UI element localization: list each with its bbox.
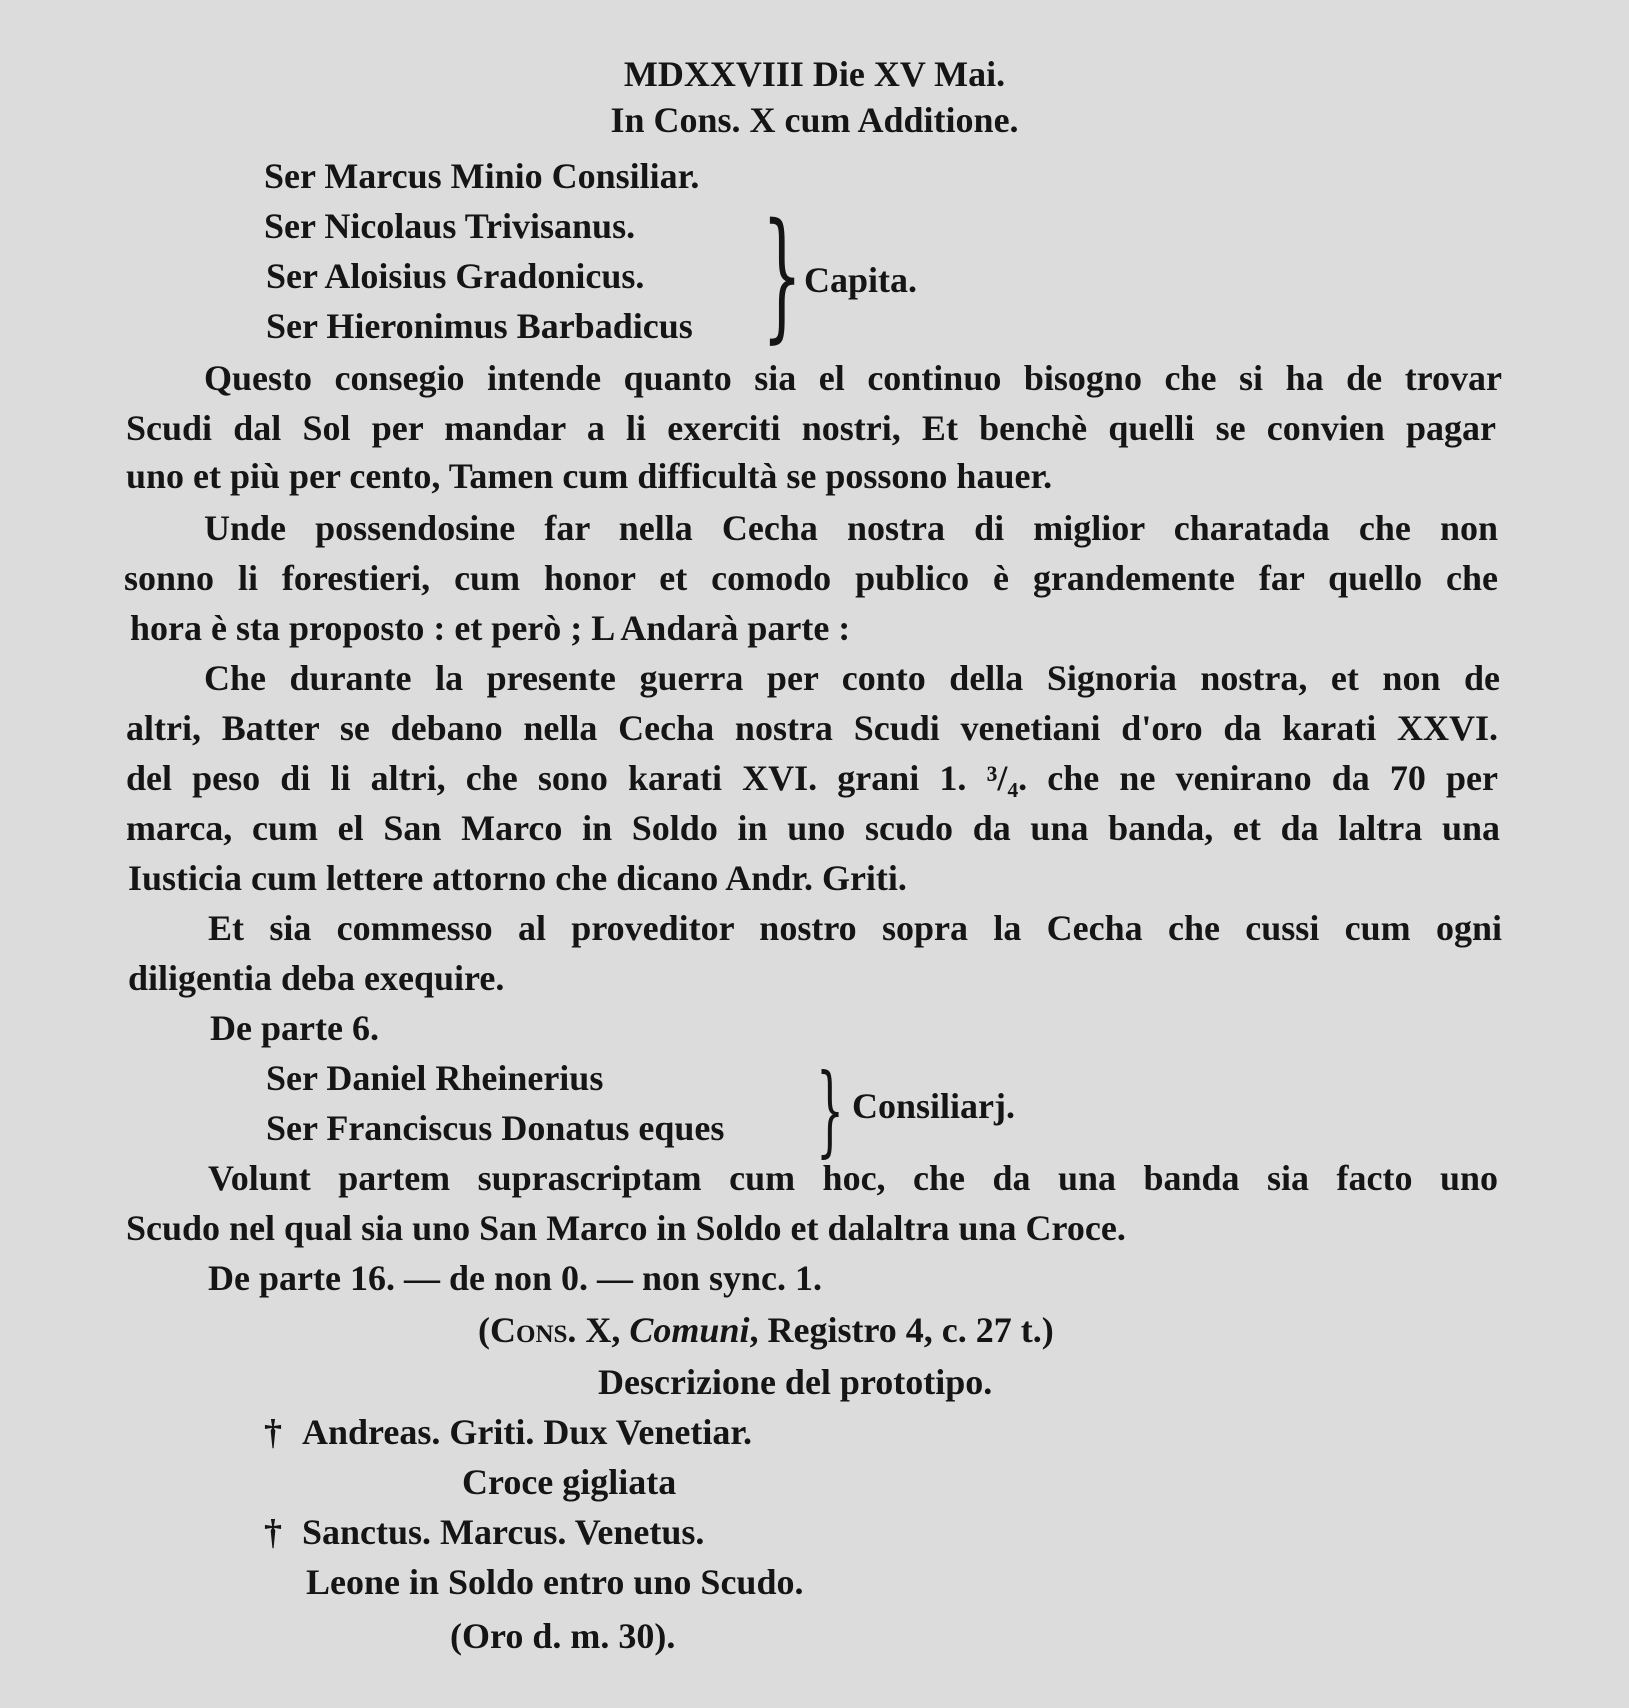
capita-member-1: Ser Nicolaus Trivisanus. — [264, 206, 636, 246]
paragraph-1-line-3: uno et più per cento, Tamen cum difficultà se possono hauer. — [126, 456, 1053, 496]
consiliarj-member-2: Ser Franciscus Donatus eques — [266, 1108, 725, 1148]
paragraph-5-line-1: Volunt partem suprascriptam cum hoc, che da una banda sia facto uno — [208, 1158, 1498, 1198]
vote-result-1: De parte 6. — [210, 1008, 379, 1048]
paragraph-4-line-2: diligentia deba exequire. — [128, 958, 505, 998]
capita-member-3: Ser Hieronimus Barbadicus — [266, 306, 693, 346]
paragraph-5-line-2: Scudo nel qual sia uno San Marco in Soldo et dalaltra una Croce. — [126, 1208, 1126, 1248]
description-title: Descrizione del prototipo. — [598, 1362, 993, 1402]
metal-weight: (Oro d. m. 30). — [450, 1616, 676, 1656]
obverse-legend: Andreas. Griti. Dux Venetiar. — [302, 1412, 753, 1452]
reverse-type: Leone in Soldo entro uno Scudo. — [306, 1562, 804, 1602]
citation-open-paren: ( — [478, 1310, 490, 1350]
cross-icon: † — [264, 1512, 282, 1552]
cross-icon: † — [264, 1412, 282, 1452]
citation-cons: Cons — [490, 1310, 568, 1350]
member-consiliar: Ser Marcus Minio Consiliar. — [264, 156, 700, 196]
paragraph-2-line-3: hora è sta proposto : et però ; L Andarà parte : — [130, 608, 851, 648]
document-date: MDXXVIII Die XV Mai. — [623, 54, 1006, 94]
paragraph-3-line-2: altri, Batter se debano nella Cecha nostra Scudi venetiani d'oro da karati XXVI. — [126, 708, 1498, 748]
capita-member-2: Ser Aloisius Gradonicus. — [266, 256, 645, 296]
paragraph-1-line-2: Scudi dal Sol per mandar a li exerciti nostri, Et benchè quelli se convien pagar — [126, 408, 1496, 448]
consiliarj-brace: } — [816, 1054, 845, 1168]
paragraph-3-line-1: Che durante la presente guerra per conto della Signoria nostra, et non de — [204, 658, 1500, 698]
consiliarj-member-1: Ser Daniel Rheinerius — [266, 1058, 604, 1098]
paragraph-2-line-2: sonno li forestieri, cum honor et comodo publico è grandemente far quello che — [124, 558, 1498, 598]
consiliarj-label: Consiliarj. — [852, 1086, 1016, 1126]
paragraph-2-line-1: Unde possendosine far nella Cecha nostra di miglior charatada che non — [204, 508, 1498, 548]
paragraph-1-line-1: Questo consegio intende quanto sia el continuo bisogno che si ha de trovar — [204, 358, 1502, 398]
reverse-legend-line — [264, 1510, 704, 1554]
reverse-legend: Sanctus. Marcus. Venetus. — [302, 1512, 705, 1552]
obverse-type: Croce gigliata — [462, 1462, 677, 1502]
citation-rest: , Registro 4, c. 27 t.) — [749, 1310, 1054, 1350]
capita-brace: } — [762, 194, 803, 357]
archival-citation — [478, 1308, 1054, 1352]
paragraph-3-line-5: Iusticia cum lettere attorno che dicano Andr. Griti. — [128, 858, 907, 898]
council-heading: In Cons. X cum Additione. — [610, 100, 1019, 140]
citation-x: . X, — [567, 1310, 630, 1350]
paragraph-4-line-1: Et sia commesso al proveditor nostro sopra la Cecha che cussi cum ogni — [208, 908, 1502, 948]
citation-comuni: Comuni — [629, 1310, 750, 1350]
vote-result-2: De parte 16. — de non 0. — non sync. 1. — [208, 1258, 823, 1298]
paragraph-3-line-3: del peso di li altri, che sono karati XVI. grani 1. ³/₄. che ne venirano da 70 per — [126, 758, 1498, 798]
paragraph-3-line-4: marca, cum el San Marco in Soldo in uno scudo da una banda, et da laltra una — [126, 808, 1500, 848]
capita-label: Capita. — [804, 260, 918, 300]
obverse-legend-line — [264, 1410, 752, 1454]
